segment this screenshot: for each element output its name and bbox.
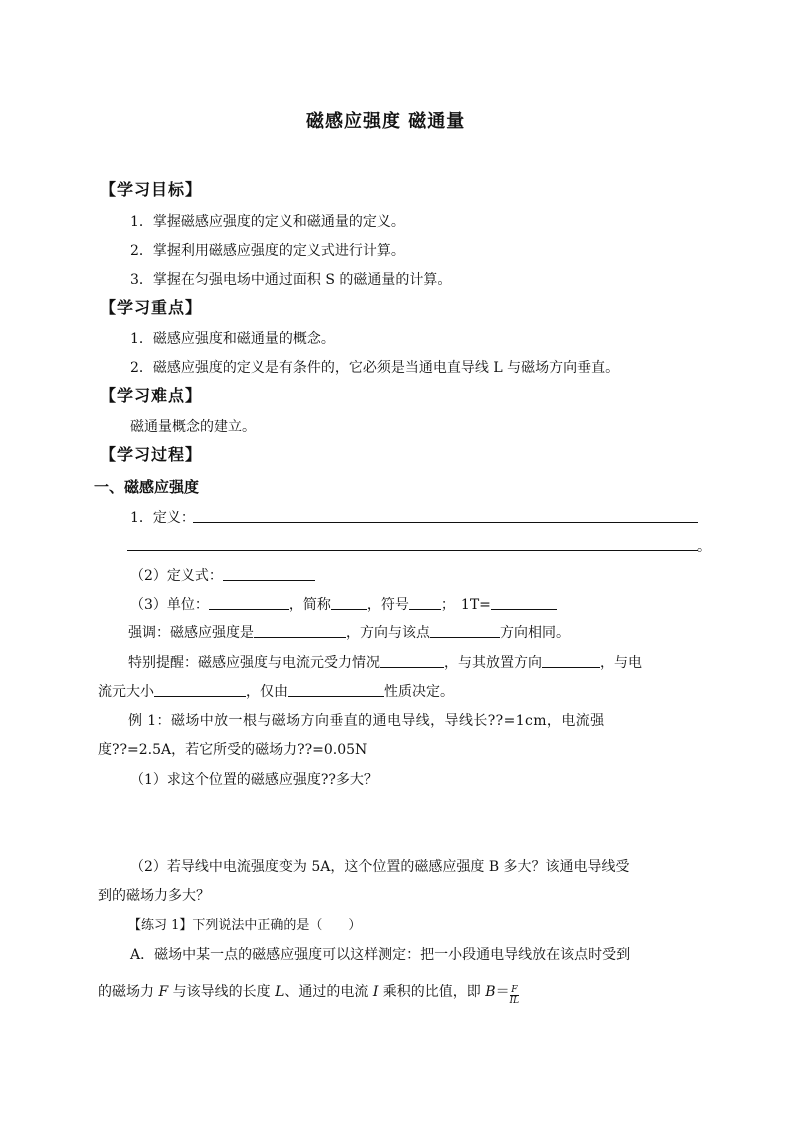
reminder-blank-1 xyxy=(380,653,444,668)
unit-abbr-blank xyxy=(331,595,367,610)
fraction-numerator: F xyxy=(511,985,518,995)
formula-label: （2）定义式： xyxy=(130,568,223,584)
practice-1 xyxy=(128,916,361,936)
formula-line xyxy=(130,566,315,586)
unit-blank xyxy=(209,595,289,610)
key-points-heading: 【学习重点】 xyxy=(100,298,203,317)
definition-blank-line-2 xyxy=(127,550,698,551)
unit-tesla-label: 1T= xyxy=(460,597,491,613)
objective-item: 2．掌握利用磁感应强度的定义式进行计算。 xyxy=(130,243,405,259)
objectives-heading: 【学习目标】 xyxy=(100,180,203,199)
fraction-denominator: IL xyxy=(509,996,520,1006)
option-a-line-1: A．磁场中某一点的磁感应强度可以这样测定：把一小段通电导线放在该点时受到 xyxy=(130,947,631,963)
reminder-blank-4 xyxy=(288,682,384,697)
reminder-blank-3 xyxy=(154,682,246,697)
example-1-line-1: 例 1：磁场中放一根与磁场方向垂直的通电导线，导线长??=1cm，电流强 xyxy=(128,713,605,729)
current-symbol: I xyxy=(372,984,379,1000)
reminder-text-b: ，与其放置方向 xyxy=(444,655,542,671)
reminder-text-a: 特别提醒：磁感应强度与电流元受力情况 xyxy=(128,655,380,671)
reminder-text-d: 流元大小 xyxy=(98,684,154,700)
emphasis-blank-2 xyxy=(430,623,500,638)
field-symbol: B xyxy=(485,984,496,1000)
unit-line xyxy=(130,595,557,615)
option-a-line-2 xyxy=(98,982,519,1006)
length-symbol: L xyxy=(275,984,285,1000)
unit-symbol-label: ，符号 xyxy=(366,597,409,613)
definition-end-mark: 。 xyxy=(697,539,711,555)
example-1-line-2: 度??=2.5A，若它所受的磁场力??=0.05N xyxy=(98,742,368,758)
unit-label: （3）单位： xyxy=(130,597,209,613)
option-a-text-4: 乘积的比值，即 xyxy=(378,984,486,1000)
difficulty-heading: 【学习难点】 xyxy=(100,386,203,405)
page-title: 磁感应强度 磁通量 xyxy=(306,111,466,132)
objective-item: 3．掌握在匀强电场中通过面积 S 的磁通量的计算。 xyxy=(130,272,452,288)
reminder-line-1 xyxy=(128,653,642,673)
key-point-item: 1．磁感应强度和磁通量的概念。 xyxy=(130,331,335,347)
option-a-text-1: 的磁场力 xyxy=(98,984,159,1000)
reminder-text-c: ，与电 xyxy=(600,655,642,671)
example-1-question-2-line-1: （2）若导线中电流强度变为 5A，这个位置的磁感应强度 B 多大？该通电导线受 xyxy=(130,859,630,875)
emphasis-text-b: ，方向与该点 xyxy=(346,625,430,641)
unit-tesla-blank xyxy=(491,595,557,610)
force-symbol: F xyxy=(158,984,169,1000)
emphasis-line xyxy=(128,623,570,643)
objective-item: 1．掌握磁感应强度的定义和磁通量的定义。 xyxy=(130,214,405,230)
example-1-question-1: （1）求这个位置的磁感应强度??多大？ xyxy=(130,772,378,788)
definition-label: 1．定义： xyxy=(130,510,195,526)
formula-fraction xyxy=(510,985,520,1006)
key-point-item: 2．磁感应强度的定义是有条件的，它必须是当通电直导线 L 与磁场方向垂直。 xyxy=(130,360,620,376)
practice-1-label: 【练习 1】 xyxy=(128,918,193,933)
emphasis-text-c: 方向相同。 xyxy=(500,625,570,641)
emphasis-blank-1 xyxy=(254,623,346,638)
definition-blank-line-1 xyxy=(193,522,698,523)
option-a-text-2: 与该导线的长度 xyxy=(168,984,276,1000)
reminder-blank-2 xyxy=(542,653,600,668)
reminder-line-2 xyxy=(98,682,454,702)
difficulty-text: 磁通量概念的建立。 xyxy=(130,419,256,435)
practice-1-text: 下列说法中正确的是（ ） xyxy=(192,918,362,933)
option-a-text-3: 、通过的电流 xyxy=(284,984,373,1000)
formula-blank xyxy=(223,566,315,581)
unit-abbr-label: ，简称 xyxy=(288,597,331,613)
equals-sign: ＝ xyxy=(495,984,510,1000)
reminder-text-e: ，仅由 xyxy=(246,684,288,700)
section-heading: 一、磁感应强度 xyxy=(94,478,200,496)
example-1-question-2-line-2: 到的磁场力多大？ xyxy=(98,888,210,904)
process-heading: 【学习过程】 xyxy=(100,445,203,464)
reminder-text-f: 性质决定。 xyxy=(384,684,454,700)
unit-separator: ； xyxy=(440,597,455,613)
emphasis-text-a: 强调：磁感应强度是 xyxy=(128,625,254,641)
unit-symbol-blank xyxy=(409,595,441,610)
